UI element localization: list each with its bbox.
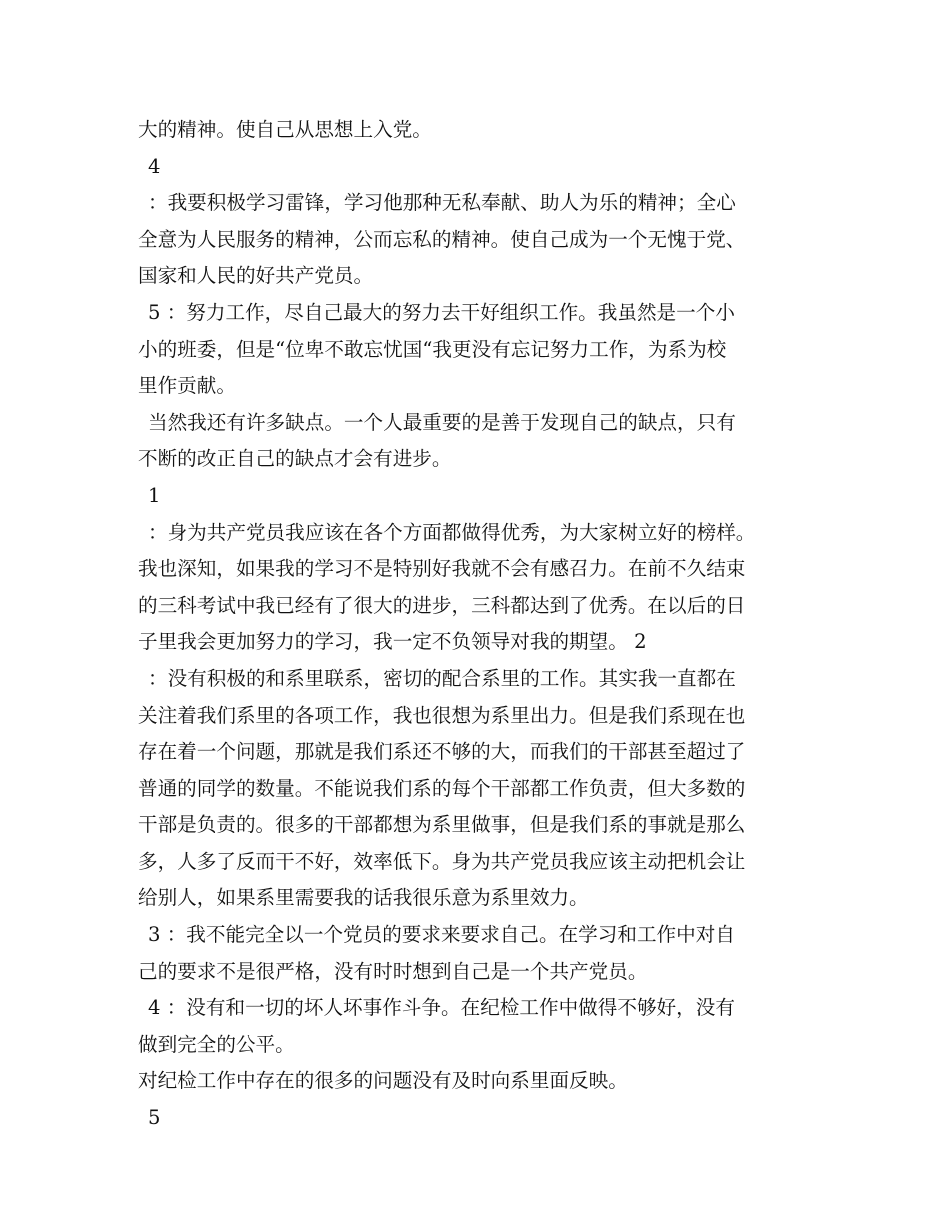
text-line: ：身为共产党员我应该在各个方面都做得优秀，为大家树立好的榜样。	[148, 520, 756, 544]
text-line: ：我要积极学习雷锋，学习他那种无私奉献、助人为乐的精神；全心	[148, 191, 736, 215]
text-line: 的三科考试中我已经有了很大的进步，三科都达到了优秀。在以后的日	[138, 593, 746, 617]
text-line: 我也深知，如果我的学习不是特别好我就不会有感召力。在前不久结束	[138, 557, 746, 581]
text-line: 4	[148, 154, 161, 178]
text-line: 对纪检工作中存在的很多的问题没有及时向系里面反映。	[138, 1069, 628, 1093]
text-line: 不断的改正自己的缺点才会有进步。	[138, 447, 452, 471]
text-line: 多，人多了反而干不好，效率低下。身为共产党员我应该主动把机会让	[138, 849, 746, 873]
text-line: ：没有积极的和系里联系，密切的配合系里的工作。其实我一直都在	[148, 666, 736, 690]
text-line: 小的班委，但是“位卑不敢忘忧国“我更没有忘记努力工作，为系为校	[138, 337, 727, 361]
text-line: 1	[148, 483, 161, 507]
text-line: 关注着我们系里的各项工作，我也很想为系里出力。但是我们系现在也	[138, 703, 746, 727]
text-line: 里作贡献。	[138, 374, 236, 398]
text-line: 5 ：努力工作，尽自己最大的努力去干好组织工作。我虽然是一个小	[148, 300, 735, 324]
text-line: 存在着一个问题，那就是我们系还不够的大，而我们的干部甚至超过了	[138, 740, 746, 764]
text-line: 全意为人民服务的精神，公而忘私的精神。使自己成为一个无愧于党、	[138, 227, 746, 251]
text-line: 3 ：我不能完全以一个党员的要求来要求自己。在学习和工作中对自	[148, 923, 735, 947]
text-line: 5	[148, 1106, 161, 1130]
text-line: 子里我会更加努力的学习，我一定不负领导对我的期望。 2	[138, 630, 647, 654]
text-line: 给别人，如果系里需要我的话我很乐意为系里效力。	[138, 886, 589, 910]
document-body	[138, 112, 828, 1137]
text-line: 干部是负责的。很多的干部都想为系里做事，但是我们系的事就是那么	[138, 813, 746, 837]
text-line: 己的要求不是很严格，没有时时想到自己是一个共产党员。	[138, 959, 648, 983]
text-line: 4 ：没有和一切的坏人坏事作斗争。在纪检工作中做得不够好，没有	[148, 996, 735, 1020]
text-line: 国家和人民的好共产党员。	[138, 264, 374, 288]
text-line: 普通的同学的数量。不能说我们系的每个干部都工作负责，但大多数的	[138, 776, 746, 800]
text-line: 做到完全的公平。	[138, 1032, 295, 1056]
text-line: 当然我还有许多缺点。一个人最重要的是善于发现自己的缺点，只有	[148, 410, 736, 434]
text-line: 大的精神。使自己从思想上入党。	[138, 118, 432, 141]
